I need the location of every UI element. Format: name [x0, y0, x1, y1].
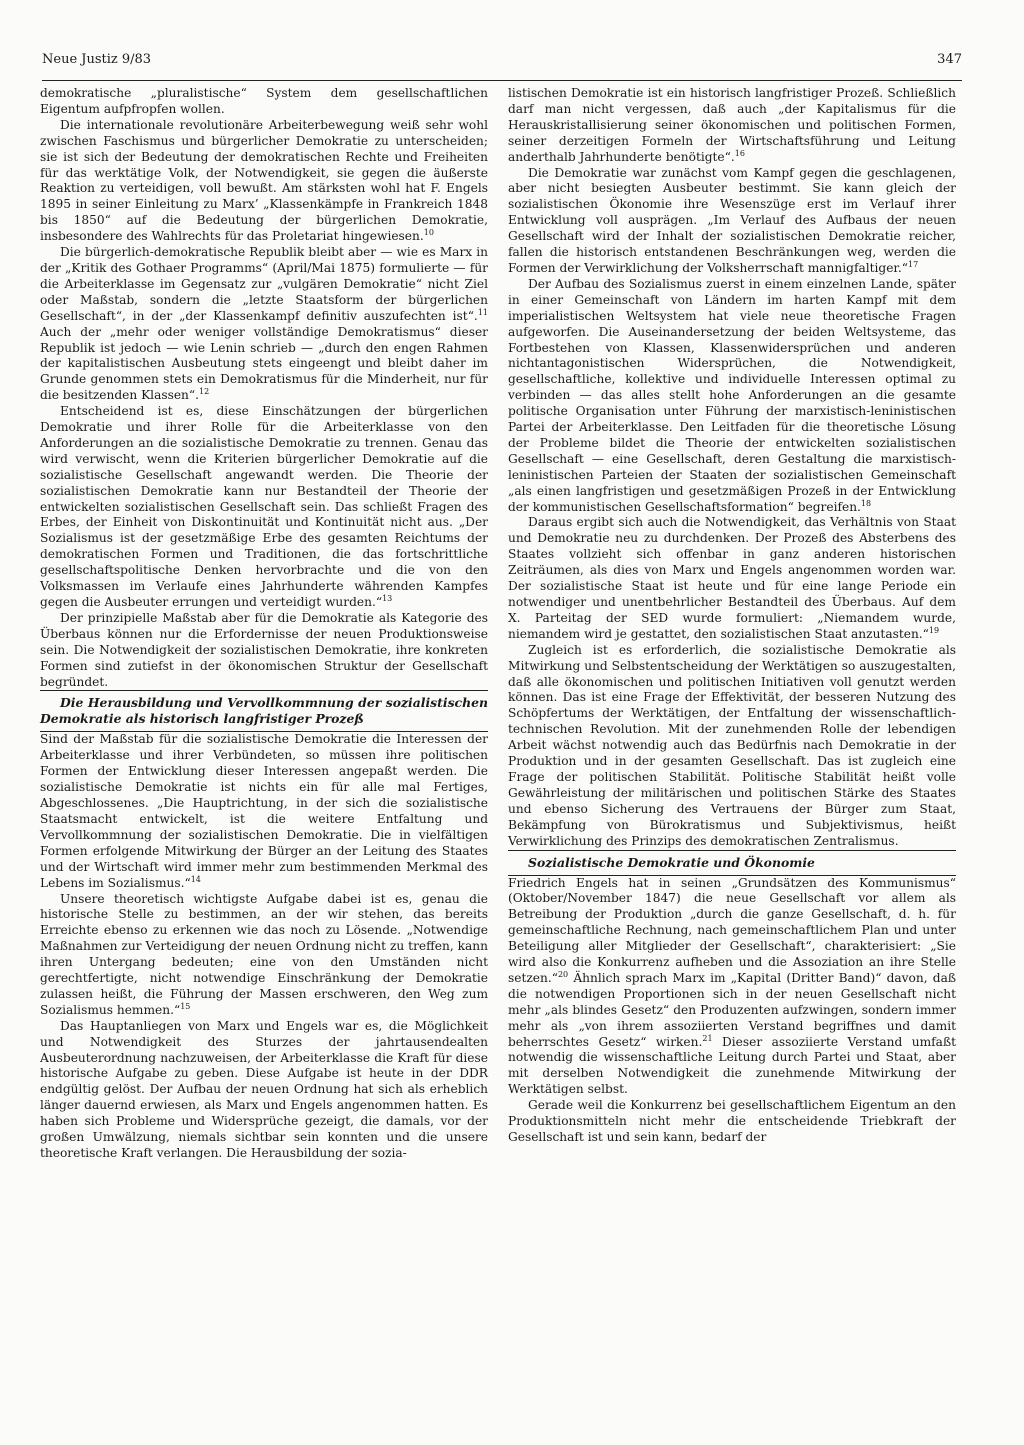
paragraph: Entscheidend ist es, diese Einschätzungen der bürgerlichen Demokratie und ihrer Rolle für die Arbeiterklasse von den Anforderungen an die sozialistische Demokratie zu trennen. Genau das wird verwischt, wenn die Kriterien bürgerlicher Demokratie auf die sozialistische Gesellschaft angewandt werden. Die Theorie der sozialistischen Demokratie kann nur Bestandteil der Theorie der entwickelten sozialistischen Gesellschaft sein. Das schließt Fragen des Erbes, der Einheit von Diskontinuität und Kontinuität nicht aus. „Der Sozialismus ist der gesetzmäßige Erbe des gesamten Reichtums der demokratischen Formen und Traditionen, die das fortschrittliche gesellschaftspolitische Denken hervorbrachte und die von den Volksmassen im Verlaufe eines Jahrhunderte währenden Kampfes gegen die Ausbeuter errungen und verteidigt wurden.“$^{13}$	[40, 404, 488, 609]
page-number: 347	[937, 52, 962, 67]
right-column	[508, 86, 956, 1146]
paragraph: listischen Demokratie ist ein historisch langfristiger Prozeß. Schließlich darf man nicht vergessen, daß auch „der Kapitalismus für die Herauskristallisierung seiner ökonomischen und politischen Formen, seiner derzeitigen Formeln der Wirtschaftsführung und Leitung anderthalb Jahrhunderte benötigte“.$^{16}$	[508, 86, 956, 164]
paragraph: Der Aufbau des Sozialismus zuerst in einem einzelnen Lande, später in einer Gemeinschaft von Ländern im harten Kampf mit dem imperialistischen Weltsystem hat viele neue theoretische Fragen aufgeworfen. Die Auseinandersetzung der beiden Weltsysteme, das Fortbestehen von Klassen, Klassenwidersprüchen und anderen nichtantagonistischen Widersprüchen, die Notwendigkeit, gesellschaftliche, kollektive und individuelle Interessen optimal zu verbinden — das alles stellt hohe Anforderungen an die gesamte politische Organisation unter Führung der marxistisch-leninistischen Partei der Arbeiterklasse. Den Leitfaden für die theoretische Lösung der Probleme bildet die Theorie der entwickelten sozialistischen Gesellschaft — eine Gesellschaft, deren Gestaltung die marxistisch-leninistischen Parteien der Staaten der sozialistischen Gemeinschaft „als einen langfristigen und gesetzmäßigen Prozeß in der Entwicklung der kommunistischen Gesellschaftsformation“ begreifen.$^{18}$	[508, 276, 956, 514]
footnote-ref: 20	[557, 969, 569, 979]
footnote-ref: 18	[860, 498, 872, 508]
paragraph: Die Demokratie war zunächst vom Kampf gegen die geschlagenen, aber nicht besiegten Ausbeuter bestimmt. Sie kann gleich der sozialistischen Ökonomie ihre Wesenszüge erst im Verlauf ihrer Entwicklung voll ausprägen. „Im Verlauf des Aufbaus der neuen Gesellschaft wird der Inhalt der sozialistischen Demokratie reicher, fallen die historisch entstandenen Beschränkungen weg, werden die Formen der Verwirklichung der Volksherrschaft mannigfaltiger.“$^{17}$	[508, 165, 956, 275]
section-heading: Die Herausbildung und Vervollkommnung der sozialistischen Demokratie als historisch langfristiger Prozeß	[40, 690, 488, 732]
footnote-ref: 11	[477, 307, 488, 317]
footnote-ref: 12	[199, 387, 210, 397]
paragraph: demokratische „pluralistische“ System dem gesellschaftlichen Eigentum aufpfropfen wollen.	[40, 86, 488, 116]
paragraph: Zugleich ist es erforderlich, die sozialistische Demokratie als Mitwirkung und Selbstentscheidung der Werktätigen so auszugestalten, daß alle ökonomischen und politischen Initiativen voll genutzt werden können. Das ist eine Frage der Effektivität, der besseren Nutzung des Schöpfertums der Werktätigen, der Entfaltung der wissenschaftlich-technischen Revolution. Mit der zunehmenden Rolle der lebendigen Arbeit wächst notwendig auch das Bedürfnis nach Demokratie in der Produktion und in der gesamten Gesellschaft. Das ist zugleich eine Frage der politischen Stabilität. Politische Stabilität heißt volle Gewährleistung der militärischen und politischen Stärke des Staates und ebenso Sicherung des Vertrauens der Bürger zum Staat, Bekämpfung von Bürokratismus und Subjektivismus, heißt Verwirklichung des Prinzips des demokratischen Zentralismus.	[508, 642, 956, 848]
paragraph: Daraus ergibt sich auch die Notwendigkeit, das Verhältnis von Staat und Demokratie neu zu durchdenken. Der Prozeß des Absterbens des Staates vollzieht sich offenbar in ganz anderen historischen Zeiträumen, als dies von Marx und Engels angenommen worden war. Der sozialistische Staat ist heute und für eine lange Periode ein notwendiger und unentbehrlicher Bestandteil des Überbaus. Auf dem X. Parteitag der SED wurde formuliert: „Niemandem wurde, niemandem wird je gestattet, den sozialistischen Staat anzutasten.“$^{19}$	[508, 515, 956, 641]
paragraph: Friedrich Engels hat in seinen „Grundsätzen des Kommunismus“ (Oktober/November 1847) die neue Gesellschaft vor allem als Betreibung der Produktion „durch die ganze Gesellschaft, d. h. für gemeinschaftliche Rechnung, nach gemeinschaftlichem Plan und unter Beteiligung aller Mitglieder der Gesellschaft“, charakterisiert: „Sie wird also die Konkurrenz aufheben und die Assoziation an ihre Stelle setzen.“$^{20}$ Ähnlich sprach Marx im „Kapital (Dritter Band)“ davon, daß die notwendigen Proportionen sich in der neuen Gesellschaft nicht mehr „als blindes Gesetz“ den Produzenten aufzwingen, sondern immer mehr als „von ihrem assoziierten Verstand begriffnes und damit beherrschtes Gesetz“ wirken.$^{21}$ Dieser assoziierte Verstand umfaßt notwendig die wissenschaftliche Leitung durch Partei und Staat, aber mit derselben Notwendigkeit die zunehmende Mitwirkung der Werktätigen selbst.	[508, 875, 956, 1097]
paragraph: Gerade weil die Konkurrenz bei gesellschaftlichem Eigentum an den Produktionsmitteln nicht mehr die entscheidende Triebkraft der Gesellschaft ist und sein kann, bedarf der	[508, 1098, 956, 1144]
journal-issue: Neue Justiz 9/83	[42, 52, 152, 67]
footnote-ref: 17	[908, 259, 919, 269]
paragraph: Der prinzipielle Maßstab aber für die Demokratie als Kategorie des Überbaus können nur die Erfordernisse der neuen Produktionsweise sein. Die Notwendigkeit der sozialistischen Demokratie, ihre konkreten Formen sind zutiefst in der ökonomischen Struktur der Gesellschaft begründet.	[40, 610, 488, 689]
paragraph: Die internationale revolutionäre Arbeiterbewegung weiß sehr wohl zwischen Faschismus und bürgerlicher Demokratie zu unterscheiden; sie ist sich der Bedeutung der demokratischen Rechte und Freiheiten für das werktätige Volk, der Notwendigkeit, sie gegen die äußerste Reaktion zu verteidigen, voll bewußt. Am stärksten wohl hat F. Engels 1895 in seiner Einleitung zu Marx’ „Klassenkämpfe in Frankreich 1848 bis 1850“ auf die Bedeutung der bürgerlichen Demokratie, insbesondere des Wahlrechts für das Proletariat hingewiesen.$^{10}$	[40, 117, 488, 244]
footnote-ref: 21	[702, 1033, 713, 1043]
footnote-ref: 15	[180, 1001, 191, 1011]
paragraph: Die bürgerlich-demokratische Republik bleibt aber — wie es Marx in der „Kritik des Gothaer Programms“ (April/Mai 1875) formulierte — für die Arbeiterklasse im Gegensatz zur „vulgären Demokratie“ nicht Ziel oder Maßstab, sondern die „letzte Staatsform der bürgerlichen Gesellschaft“, in der „der Klassenkampf definitiv auszufechten ist“.$^{11}$ Auch der „mehr oder weniger vollständige Demokratismus“ dieser Republik ist jedoch — wie Lenin schrieb — „durch den engen Rahmen der kapitalistischen Ausbeutung stets eingeengt und bleibt daher im Grunde genommen stets ein Demokratismus für die Minderheit, nur für die besitzenden Klassen“.$^{12}$	[40, 245, 488, 403]
footnote-ref: 19	[928, 625, 940, 635]
left-column	[40, 86, 488, 1162]
footnote-ref: 10	[423, 228, 434, 238]
footnote-ref: 13	[382, 593, 393, 603]
section-heading: Sozialistische Demokratie und Ökonomie	[508, 850, 956, 876]
footnote-ref: 14	[190, 874, 201, 884]
page-header	[42, 52, 962, 81]
footnote-ref: 16	[734, 148, 745, 158]
paragraph: Sind der Maßstab für die sozialistische Demokratie die Interessen der Arbeiterklasse und ihrer Verbündeten, so müssen ihre politischen Formen der Entwicklung dieser Interessen angepaßt werden. Die sozialistische Demokratie ist nichts ein für alle mal Fertiges, Abgeschlossenes. „Die Hauptrichtung, in der sich die sozialistische Staatsmacht entwickelt, ist die weitere Entfaltung und Vervollkommnung der sozialistischen Demokratie. Die in vielfältigen Formen erfolgende Mitwirkung der Bürger an der Leitung des Staates und der Wirtschaft wird immer mehr zum bestimmenden Merkmal des Lebens im Sozialismus.“$^{14}$	[40, 732, 488, 890]
paragraph: Unsere theoretisch wichtigste Aufgabe dabei ist es, genau die historische Stelle zu bestimmen, an der wir stehen, das bereits Erreichte ebenso zu erkennen wie das noch zu Lösende. „Notwendige Maßnahmen zur Verteidigung der neuen Ordnung nicht zu treffen, kann ihren Untergang bedeuten; eine von den Umständen nicht gerechtfertigte, nicht notwendige Einschränkung der Demokratie zulassen heißt, die Führung der Massen erschweren, den Weg zum Sozialismus hemmen.“$^{15}$	[40, 891, 488, 1017]
paragraph: Das Hauptanliegen von Marx und Engels war es, die Möglichkeit und Notwendigkeit des Sturzes der jahrtausendealten Ausbeuterordnung nachzuweisen, der Arbeiterklasse die Kraft für diese historische Aufgabe zu geben. Diese Aufgabe ist heute in der DDR endgültig gelöst. Der Aufbau der neuen Ordnung hat sich als erheblich länger dauernd erwiesen, als Marx und Engels angenommen hatten. Es haben sich Probleme und Widersprüche gezeigt, die damals, vor der großen Umwälzung, niemals sichtbar sein konnten und die unsere theoretische Kraft verlangen. Die Herausbildung der sozia-	[40, 1018, 488, 1160]
